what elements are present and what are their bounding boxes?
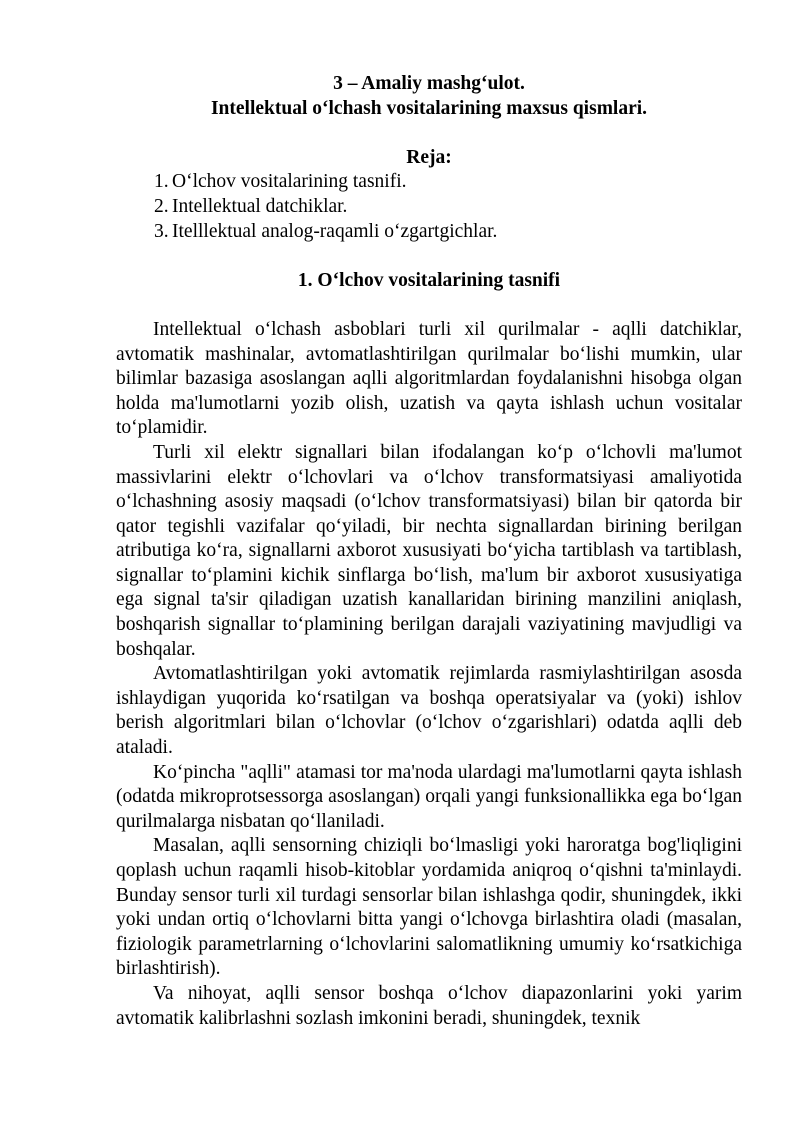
plan-item xyxy=(154,220,742,245)
plan-item-number: 3. xyxy=(154,220,169,242)
body-paragraph: Turli xil elektr signallari bilan ifodalangan ko‘p o‘lchovli ma'lumot massivlarini elektr o‘lchovlari va o‘lchov transformatsiyasi amaliyotida o‘lchashning asosiy maqsadi (o‘lchov transformatsiyasi) bilan bir qatorda bir qator tegishli vazifalar qo‘yiladi, bir nechta signallardan birining berilgan atributiga ko‘ra, signallarni axborot xususiyati bo‘yicha tartiblash va tartiblash, signallar to‘plamini kichik sinflarga bo‘lish, ma'lum bir axborot xususiyatiga ega signal ta'sir qiladigan uzatish kanallaridan birining manzilini aniqlash, boshqarish signallar to‘plamining berilgan darajali vaziyatining mavjudligi va boshqalar. xyxy=(116,441,742,660)
plan-item-number: 1. xyxy=(154,171,169,193)
body-paragraph: Va nihoyat, aqlli sensor boshqa o‘lchov diapazonlarini yoki yarim avtomatik kalibrlashni sozlash imkonini beradi, shuningdek, texnik xyxy=(116,982,742,1029)
spacer xyxy=(116,293,742,318)
body-paragraph: Ko‘pincha "aqlli" atamasi tor ma'noda ulardagi ma'lumotlarni qayta ishlash (odatda mikroprotsessorga asoslangan) orqali yangi funksionallikka ega bo‘lgan qurilmalarga nisbatan qo‘llaniladi. xyxy=(116,761,742,832)
plan-item-text: Intellektual datchiklar. xyxy=(172,195,348,217)
body-paragraph: Intellektual o‘lchash asboblari turli xil qurilmalar - aqlli datchiklar, avtomatik mashinalar, avtomatlashtirilgan qurilmalar bo‘lishi mumkin, ular bilimlar bazasiga asoslangan aqlli algoritmlardan foydalanishni hisobga olgan holda ma'lumotlarni yozib olish, uzatish va qayta ishlash uchun vositalar to‘plamidir. xyxy=(116,318,742,439)
plan-item-text: O‘lchov vositalarining tasnifi. xyxy=(172,171,407,193)
spacer xyxy=(116,121,742,146)
document-page xyxy=(116,72,742,1031)
spacer xyxy=(116,244,742,269)
plan-item xyxy=(154,170,742,195)
plan-item xyxy=(154,195,742,220)
plan-item-text: Itelllektual analog-raqamli o‘zgartgichlar. xyxy=(172,220,498,242)
plan-list xyxy=(116,170,742,244)
plan-title: Reja: xyxy=(406,146,452,168)
plan-item-number: 2. xyxy=(154,195,169,217)
section-title: 1. O‘lchov vositalarining tasnifi xyxy=(297,269,561,291)
body-paragraph: Avtomatlashtirilgan yoki avtomatik rejimlarda rasmiylashtirilgan asosda ishlaydigan yuqorida ko‘rsatilgan va boshqa operatsiyalar va (yoki) ishlov berish algoritmlari bilan o‘lchovlar (o‘lchov o‘zgarishlari) odatda aqlli deb ataladi. xyxy=(116,663,742,759)
practical-lesson-title: 3 – Amaliy mashg‘ulot. xyxy=(333,73,525,94)
body-paragraph: Masalan, aqlli sensorning chiziqli bo‘lmasligi yoki haroratga bog'liqligini qoplash uchun raqamli hisob-kitoblar yordamida aniqroq o‘qishni ta'minlaydi. Bunday sensor turli xil turdagi sensorlar bilan ishlashga qodir, shuningdek, ikki yoki undan ortiq o‘lchovlarni bitta yangi o‘lchovga birlashtira oladi (masalan, fiziologik parametrlarning o‘lchovlarini salomatlikning umumiy ko‘rsatkichiga birlashtirish). xyxy=(116,835,742,980)
lesson-subtitle: Intellektual o‘lchash vositalarining maxsus qismlari. xyxy=(210,97,648,119)
